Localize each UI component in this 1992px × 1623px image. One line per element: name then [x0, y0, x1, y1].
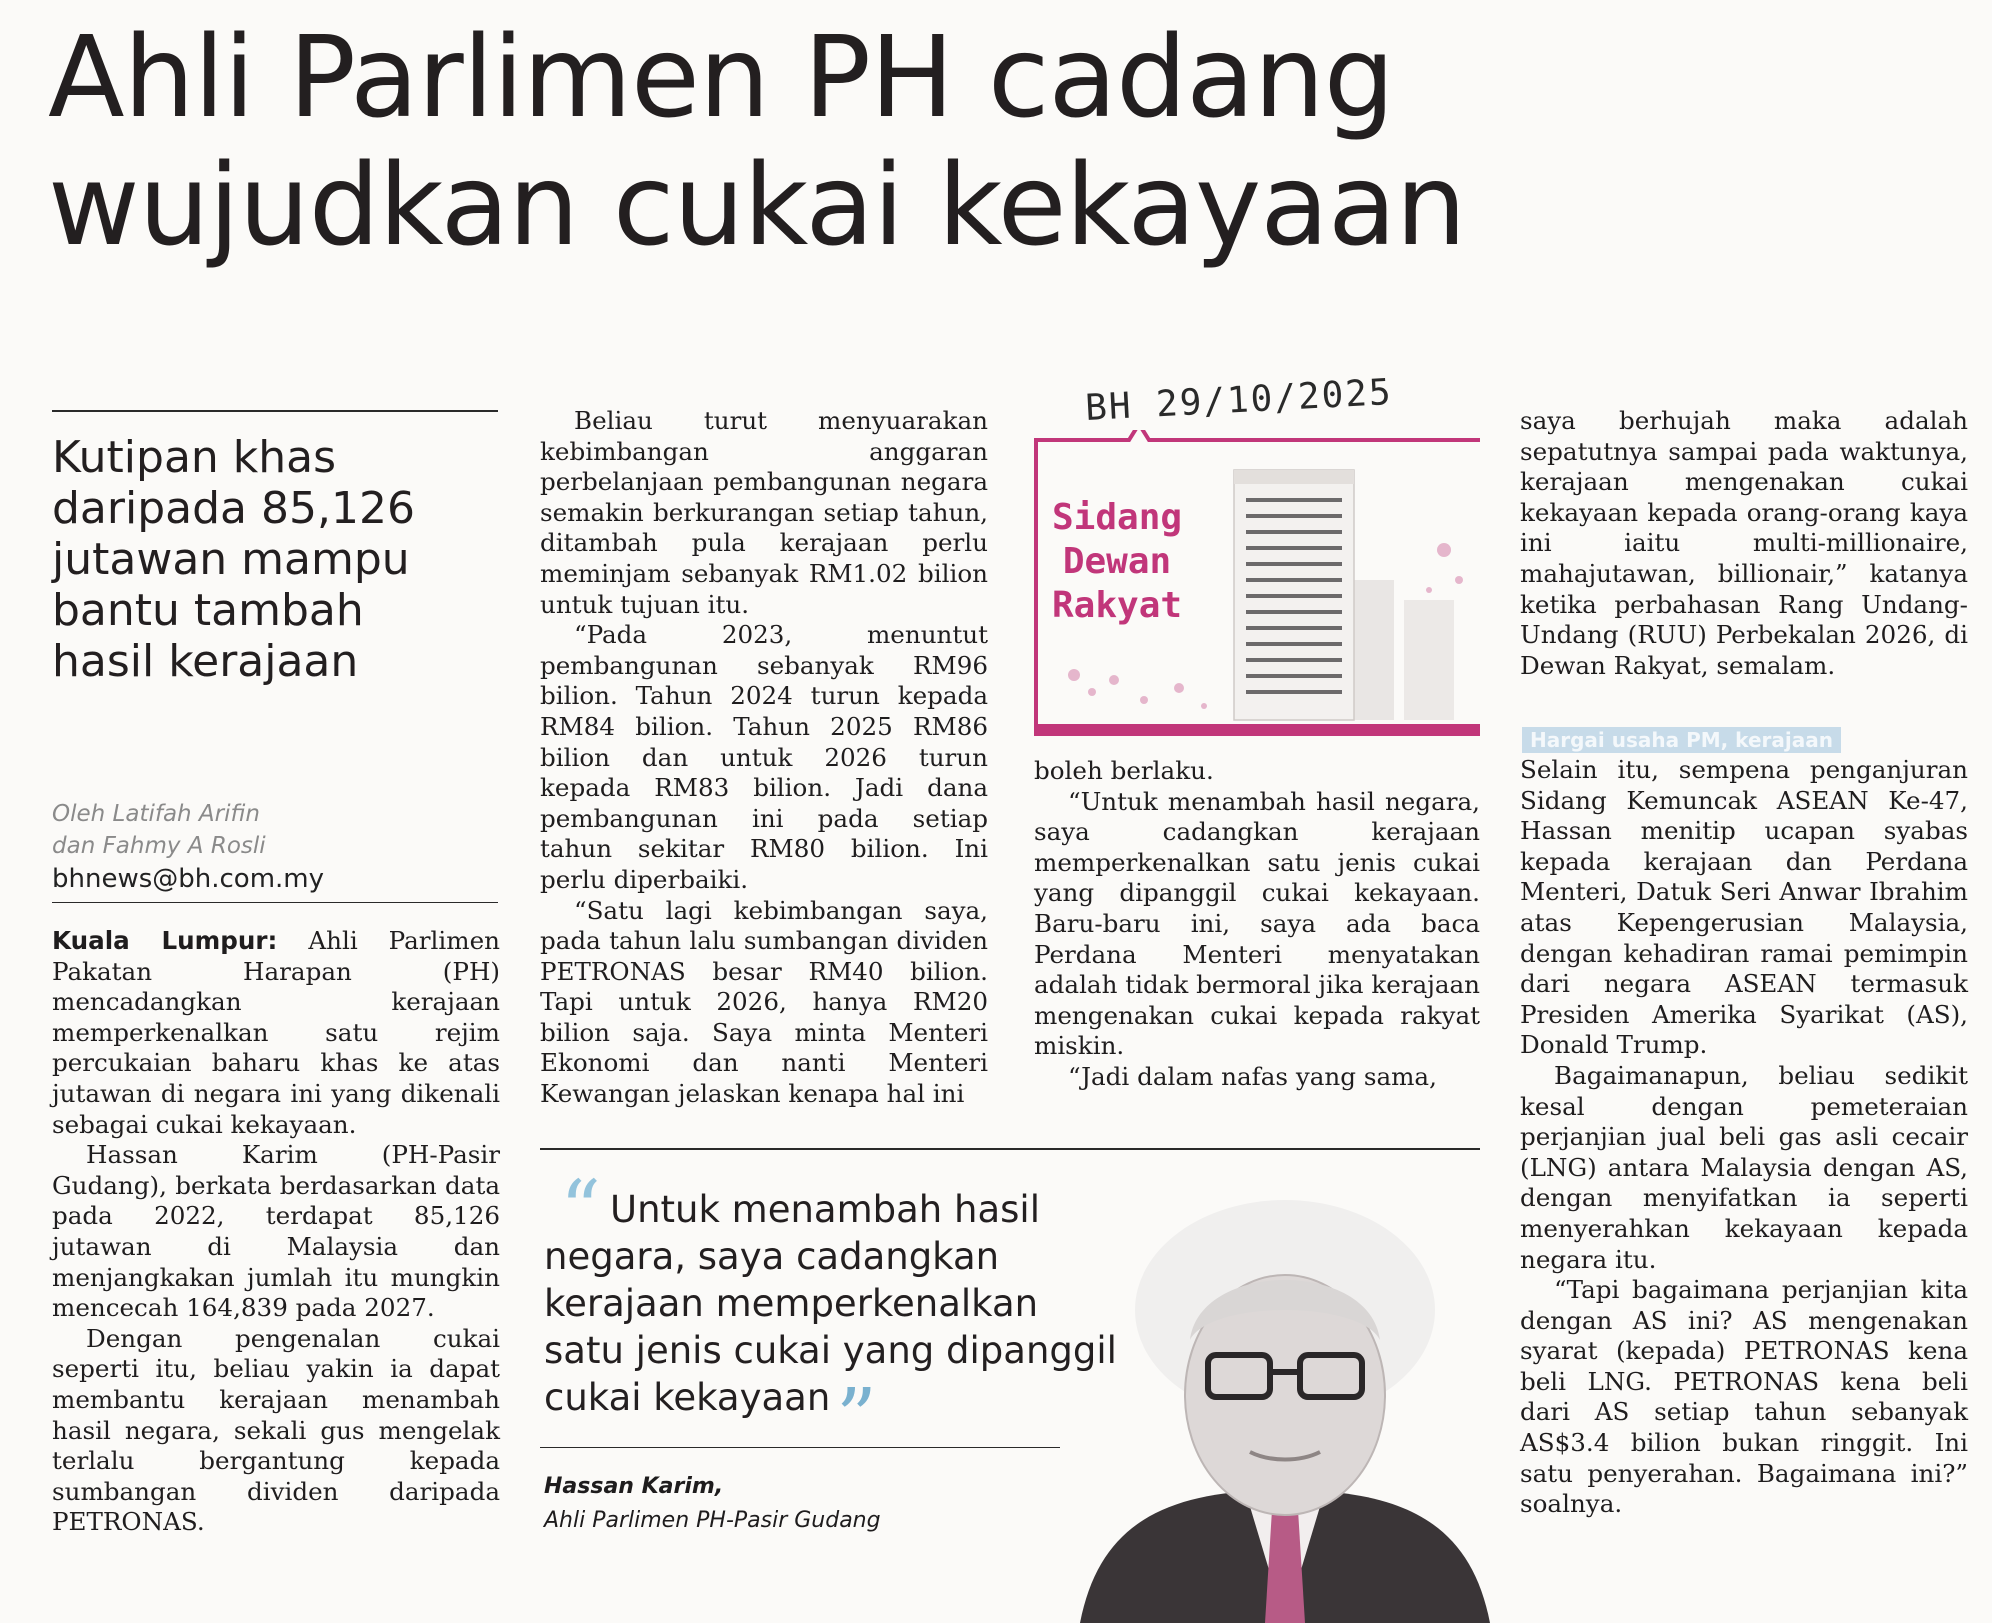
- parliament-tower-icon: [1234, 470, 1354, 720]
- subhead-top-rule: [52, 410, 498, 412]
- article-column-4: [1520, 755, 1968, 1520]
- headline-line-1: Ahli Parlimen PH cadang: [48, 13, 1394, 143]
- logo-bottom-bar: [1034, 724, 1480, 736]
- portrait-photo: [1060, 1190, 1510, 1623]
- pullquote-line: kerajaan memperkenalkan: [544, 1282, 1039, 1325]
- caption-name: Hassan Karim,: [544, 1474, 724, 1499]
- paragraph: Dengan pengenalan cukai seperti itu, beliau yakin ia dapat membantu kerajaan menambah hasil negara, sekali gus mengelak terlalu bergantung kepada sumbangan dividen daripada PETRONAS.: [52, 1323, 500, 1537]
- crosshead: Hargai usaha PM, kerajaan: [1522, 727, 1841, 753]
- paragraph: saya berhujah maka adalah sepatutnya sampai pada waktunya, kerajaan mengenakan cukai kekayaan kepada orang-orang kaya ini iaitu multi-millionaire, mahajutawan, billionair,” katanya ketika perbahasan Rang Undang-Undang (RUU) Perbekalan 2026, di Dewan Rakyat, semalam.: [1520, 406, 1968, 680]
- subheadline: [52, 432, 492, 687]
- paragraph: “Untuk menambah hasil negara, saya cadangkan kerajaan memperkenalkan satu jenis cukai yang dipanggil cukai kekayaan. Baru-baru ini, saya ada baca Perdana Menteri menyatakan adalah tidak bermoral jika kerajaan mengenakan cukai kepada rakyat miskin.: [1034, 786, 1480, 1061]
- paragraph: Selain itu, sempena penganjuran Sidang Kemuncak ASEAN Ke-47, Hassan menitip ucapan syabas kepada kerajaan dan Perdana Menteri, Datuk Seri Anwar Ibrahim atas Kepengerusian Malaysia, dengan kehadiran ramai pemimpin dari negara ASEAN termasuk Presiden Amerika Syarikat (AS), Donald Trump.: [1520, 755, 1968, 1060]
- paragraph: Hassan Karim (PH-Pasir Gudang), berkata berdasarkan data pada 2022, terdapat 85,126 jutawan di Malaysia dan menjangkakan jumlah itu mungkin mencecah 164,839 pada 2027.: [52, 1140, 500, 1323]
- headline: [48, 14, 1968, 270]
- byline-email: bhnews@bh.com.my: [52, 864, 325, 894]
- article-column-3: [1034, 756, 1480, 1093]
- paragraph: boleh berlaku.: [1034, 756, 1214, 785]
- article-column-2: [540, 406, 988, 1110]
- paragraph: Bagaimanapun, beliau sedikit kesal dengan pemeteraian perjanjian jual beli gas asli cecair (LNG) antara Malaysia dengan AS, dengan menyifatkan ia seperti menyerahkan kekayaan kepada negara itu.: [1520, 1060, 1968, 1274]
- logo-line-1: Sidang: [1052, 497, 1183, 538]
- paragraph: “Satu lagi kebimbangan saya, pada tahun lalu sumbangan dividen PETRONAS besar RM40 bilion. Tapi untuk 2026, hanya RM20 bilion saja. Saya minta Menteri Ekonomi dan nanti Menteri Kewangan jelaskan kenapa hal ini: [540, 895, 988, 1109]
- handwritten-date-note: BH 29/10/2025: [1084, 371, 1394, 430]
- headline-line-2: wujudkan cukai kekayaan: [48, 141, 1466, 271]
- logo-line-3: Rakyat: [1052, 585, 1183, 626]
- subheadline-line: Kutipan khas: [52, 432, 337, 483]
- paragraph: Beliau turut menyuarakan kebimbangan anggaran perbelanjaan pembangunan negara semakin berkurangan setiap tahun, ditambah pula kerajaan perlu meminjam sebanyak RM1.02 bilion untuk tujuan itu.: [540, 406, 988, 619]
- pullquote-line: satu jenis cukai yang dipanggil: [544, 1329, 1117, 1372]
- dateline: Kuala Lumpur:: [52, 926, 278, 955]
- photo-caption: [544, 1470, 881, 1538]
- logo-left-border: [1034, 440, 1038, 730]
- byline: [52, 798, 492, 896]
- paragraph: “Tapi bagaimana perjanjian kita dengan AS ini? AS mengenakan syarat (kepada) PETRONAS kena beli LNG. PETRONAS kena beli dari AS setiap tahun sebanyak AS$3.4 bilion bukan ringgit. Ini satu penyerahan. Bagaimana ini?” soalnya.: [1520, 1275, 1968, 1519]
- open-quote-icon: “: [560, 1163, 601, 1256]
- article-column-4-top: [1520, 406, 1968, 681]
- logo-title: [1052, 496, 1182, 628]
- pullquote-line: cukai kekayaan: [544, 1376, 831, 1419]
- logo-top-border: [1034, 430, 1480, 440]
- lead-text: Ahli Parlimen Pakatan Harapan (PH) mencadangkan kerajaan memperkenalkan satu rejim percukaian baharu khas ke atas jutawan di negara ini yang dikenali sebagai cukai kekayaan.: [52, 926, 500, 1139]
- subheadline-line: jutawan mampu: [52, 534, 410, 585]
- logo-line-2: Dewan: [1062, 541, 1172, 582]
- article-column-1: [52, 926, 500, 1538]
- caption-role: Ahli Parlimen PH-Pasir Gudang: [544, 1508, 881, 1533]
- close-quote-icon: ”: [836, 1371, 877, 1464]
- tie-shape: [1265, 1510, 1305, 1623]
- caption-top-rule: [540, 1447, 1060, 1448]
- pullquote-line: negara, saya cadangkan: [544, 1235, 1000, 1278]
- paragraph: “Jadi dalam nafas yang sama,: [1068, 1061, 1437, 1091]
- lead-paragraph: [52, 926, 500, 1140]
- pullquote-line: Untuk menambah hasil: [610, 1188, 1040, 1231]
- paragraph: “Pada 2023, menuntut pembangunan sebanyak RM96 bilion. Tahun 2024 turun kepada RM84 bilion. Tahun 2025 RM86 bilion dan untuk 2026 turun kepada RM83 bilion. Jadi dana pembangunan ini pada setiap tahun sekitar RM80 bilion. Ini perlu diperbaiki.: [540, 620, 988, 894]
- byline-author-2: dan Fahmy A Rosli: [52, 833, 266, 859]
- byline-bottom-rule: [52, 902, 498, 903]
- subheadline-line: daripada 85,126: [52, 483, 415, 534]
- subheadline-line: hasil kerajaan: [52, 636, 359, 687]
- pullquote-top-rule: [540, 1148, 1480, 1150]
- byline-author-1: Oleh Latifah Arifin: [52, 801, 260, 827]
- subheadline-line: bantu tambah: [52, 585, 364, 636]
